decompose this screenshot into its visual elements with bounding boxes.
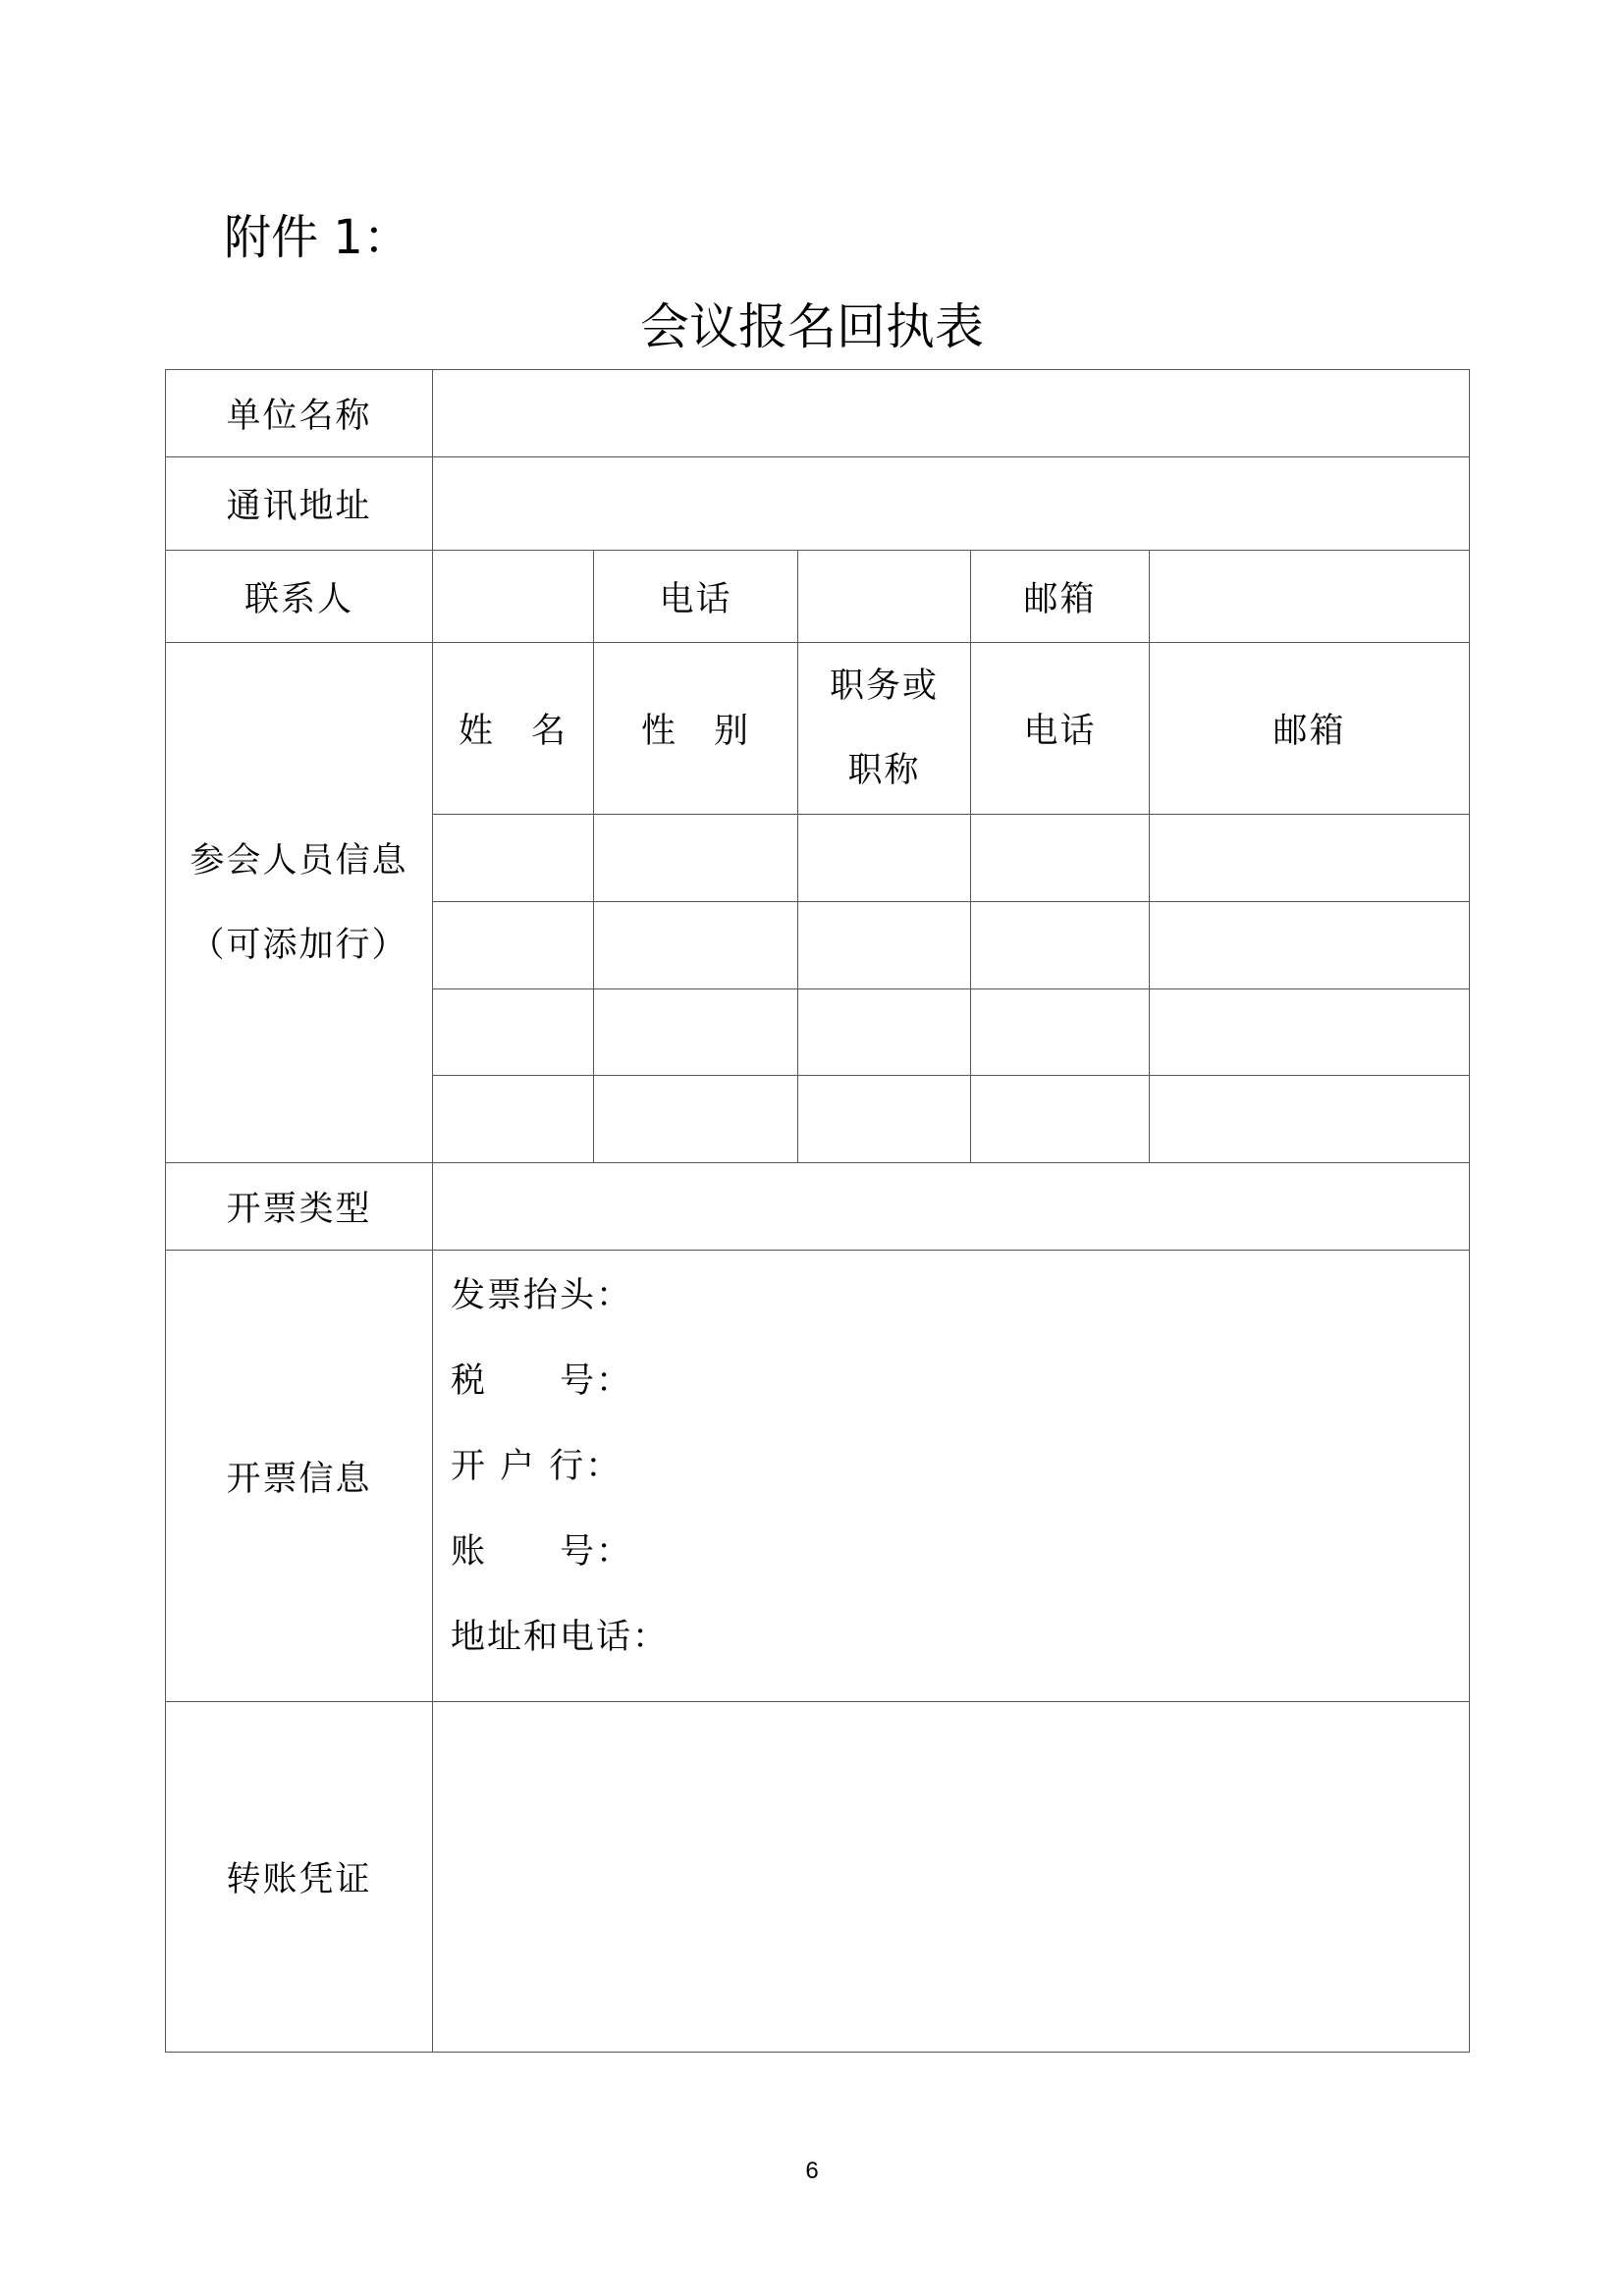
invoice-type-field[interactable]: [433, 1163, 1470, 1251]
contact-phone-field[interactable]: [798, 551, 971, 643]
attendee-gender-cell[interactable]: [594, 902, 798, 989]
attendee-position-cell[interactable]: [798, 815, 971, 902]
address-row: [166, 457, 1470, 551]
unit-name-row: [166, 370, 1470, 457]
transfer-voucher-field[interactable]: [433, 1702, 1470, 2053]
address-label: 通讯地址: [166, 457, 433, 551]
attendee-phone-cell[interactable]: [971, 902, 1150, 989]
account-line: 账 号：: [451, 1532, 633, 1572]
invoice-type-row: [166, 1163, 1470, 1251]
unit-name-label: 单位名称: [166, 370, 433, 457]
address-field[interactable]: [433, 457, 1470, 551]
attendee-phone-cell[interactable]: [971, 1076, 1150, 1163]
contact-label: 联系人: [166, 551, 433, 643]
attendee-phone-cell[interactable]: [971, 815, 1150, 902]
attendee-section-label-line1: 参会人员信息: [189, 840, 408, 881]
attendee-gender-cell[interactable]: [594, 815, 798, 902]
attendee-position-cell[interactable]: [798, 1076, 971, 1163]
attendee-name-cell[interactable]: [433, 1076, 594, 1163]
attendee-section-label-line2: （可添加行）: [189, 925, 408, 965]
attendee-phone-cell[interactable]: [971, 989, 1150, 1076]
contact-email-field[interactable]: [1150, 551, 1470, 643]
attendee-gender-cell[interactable]: [594, 989, 798, 1076]
header-gender: 性 别: [594, 643, 798, 815]
form-title: 会议报名回执表: [640, 298, 984, 355]
attendee-email-cell[interactable]: [1150, 989, 1470, 1076]
tax-number-line: 税 号：: [451, 1362, 633, 1401]
invoice-info-label: 开票信息: [166, 1251, 433, 1702]
attendee-name-cell[interactable]: [433, 902, 594, 989]
attendee-email-cell[interactable]: [1150, 1076, 1470, 1163]
attendee-email-cell[interactable]: [1150, 902, 1470, 989]
attendee-header-row: [166, 643, 1470, 815]
invoice-type-label: 开票类型: [166, 1163, 433, 1251]
attendee-name-cell[interactable]: [433, 815, 594, 902]
contact-field[interactable]: [433, 551, 594, 643]
header-phone: 电话: [971, 643, 1150, 815]
invoice-title-line: 发票抬头：: [451, 1276, 633, 1315]
header-position: [798, 643, 971, 815]
contact-email-label: 邮箱: [971, 551, 1150, 643]
unit-name-field[interactable]: [433, 370, 1470, 457]
attendee-position-cell[interactable]: [798, 989, 971, 1076]
attendee-gender-cell[interactable]: [594, 1076, 798, 1163]
page-number: 6: [805, 2158, 819, 2184]
header-position-line1: 职务或: [829, 667, 939, 706]
transfer-voucher-label: 转账凭证: [166, 1702, 433, 2053]
contact-row: [166, 551, 1470, 643]
registration-form-table: [165, 369, 1470, 2053]
transfer-voucher-row: [166, 1702, 1470, 2053]
attendee-section-label: [166, 643, 433, 1163]
contact-phone-label: 电话: [594, 551, 798, 643]
attendee-position-cell[interactable]: [798, 902, 971, 989]
header-name: 姓 名: [433, 643, 594, 815]
attachment-label: 附件 1：: [224, 210, 410, 265]
attendee-email-cell[interactable]: [1150, 815, 1470, 902]
attendee-name-cell[interactable]: [433, 989, 594, 1076]
address-phone-line: 地址和电话：: [451, 1618, 670, 1657]
invoice-info-row: [166, 1251, 1470, 1702]
header-position-line2: 职称: [847, 751, 921, 790]
header-email: 邮箱: [1150, 643, 1470, 815]
bank-line: 开 户 行：: [451, 1447, 623, 1486]
invoice-info-field[interactable]: [433, 1251, 1470, 1702]
